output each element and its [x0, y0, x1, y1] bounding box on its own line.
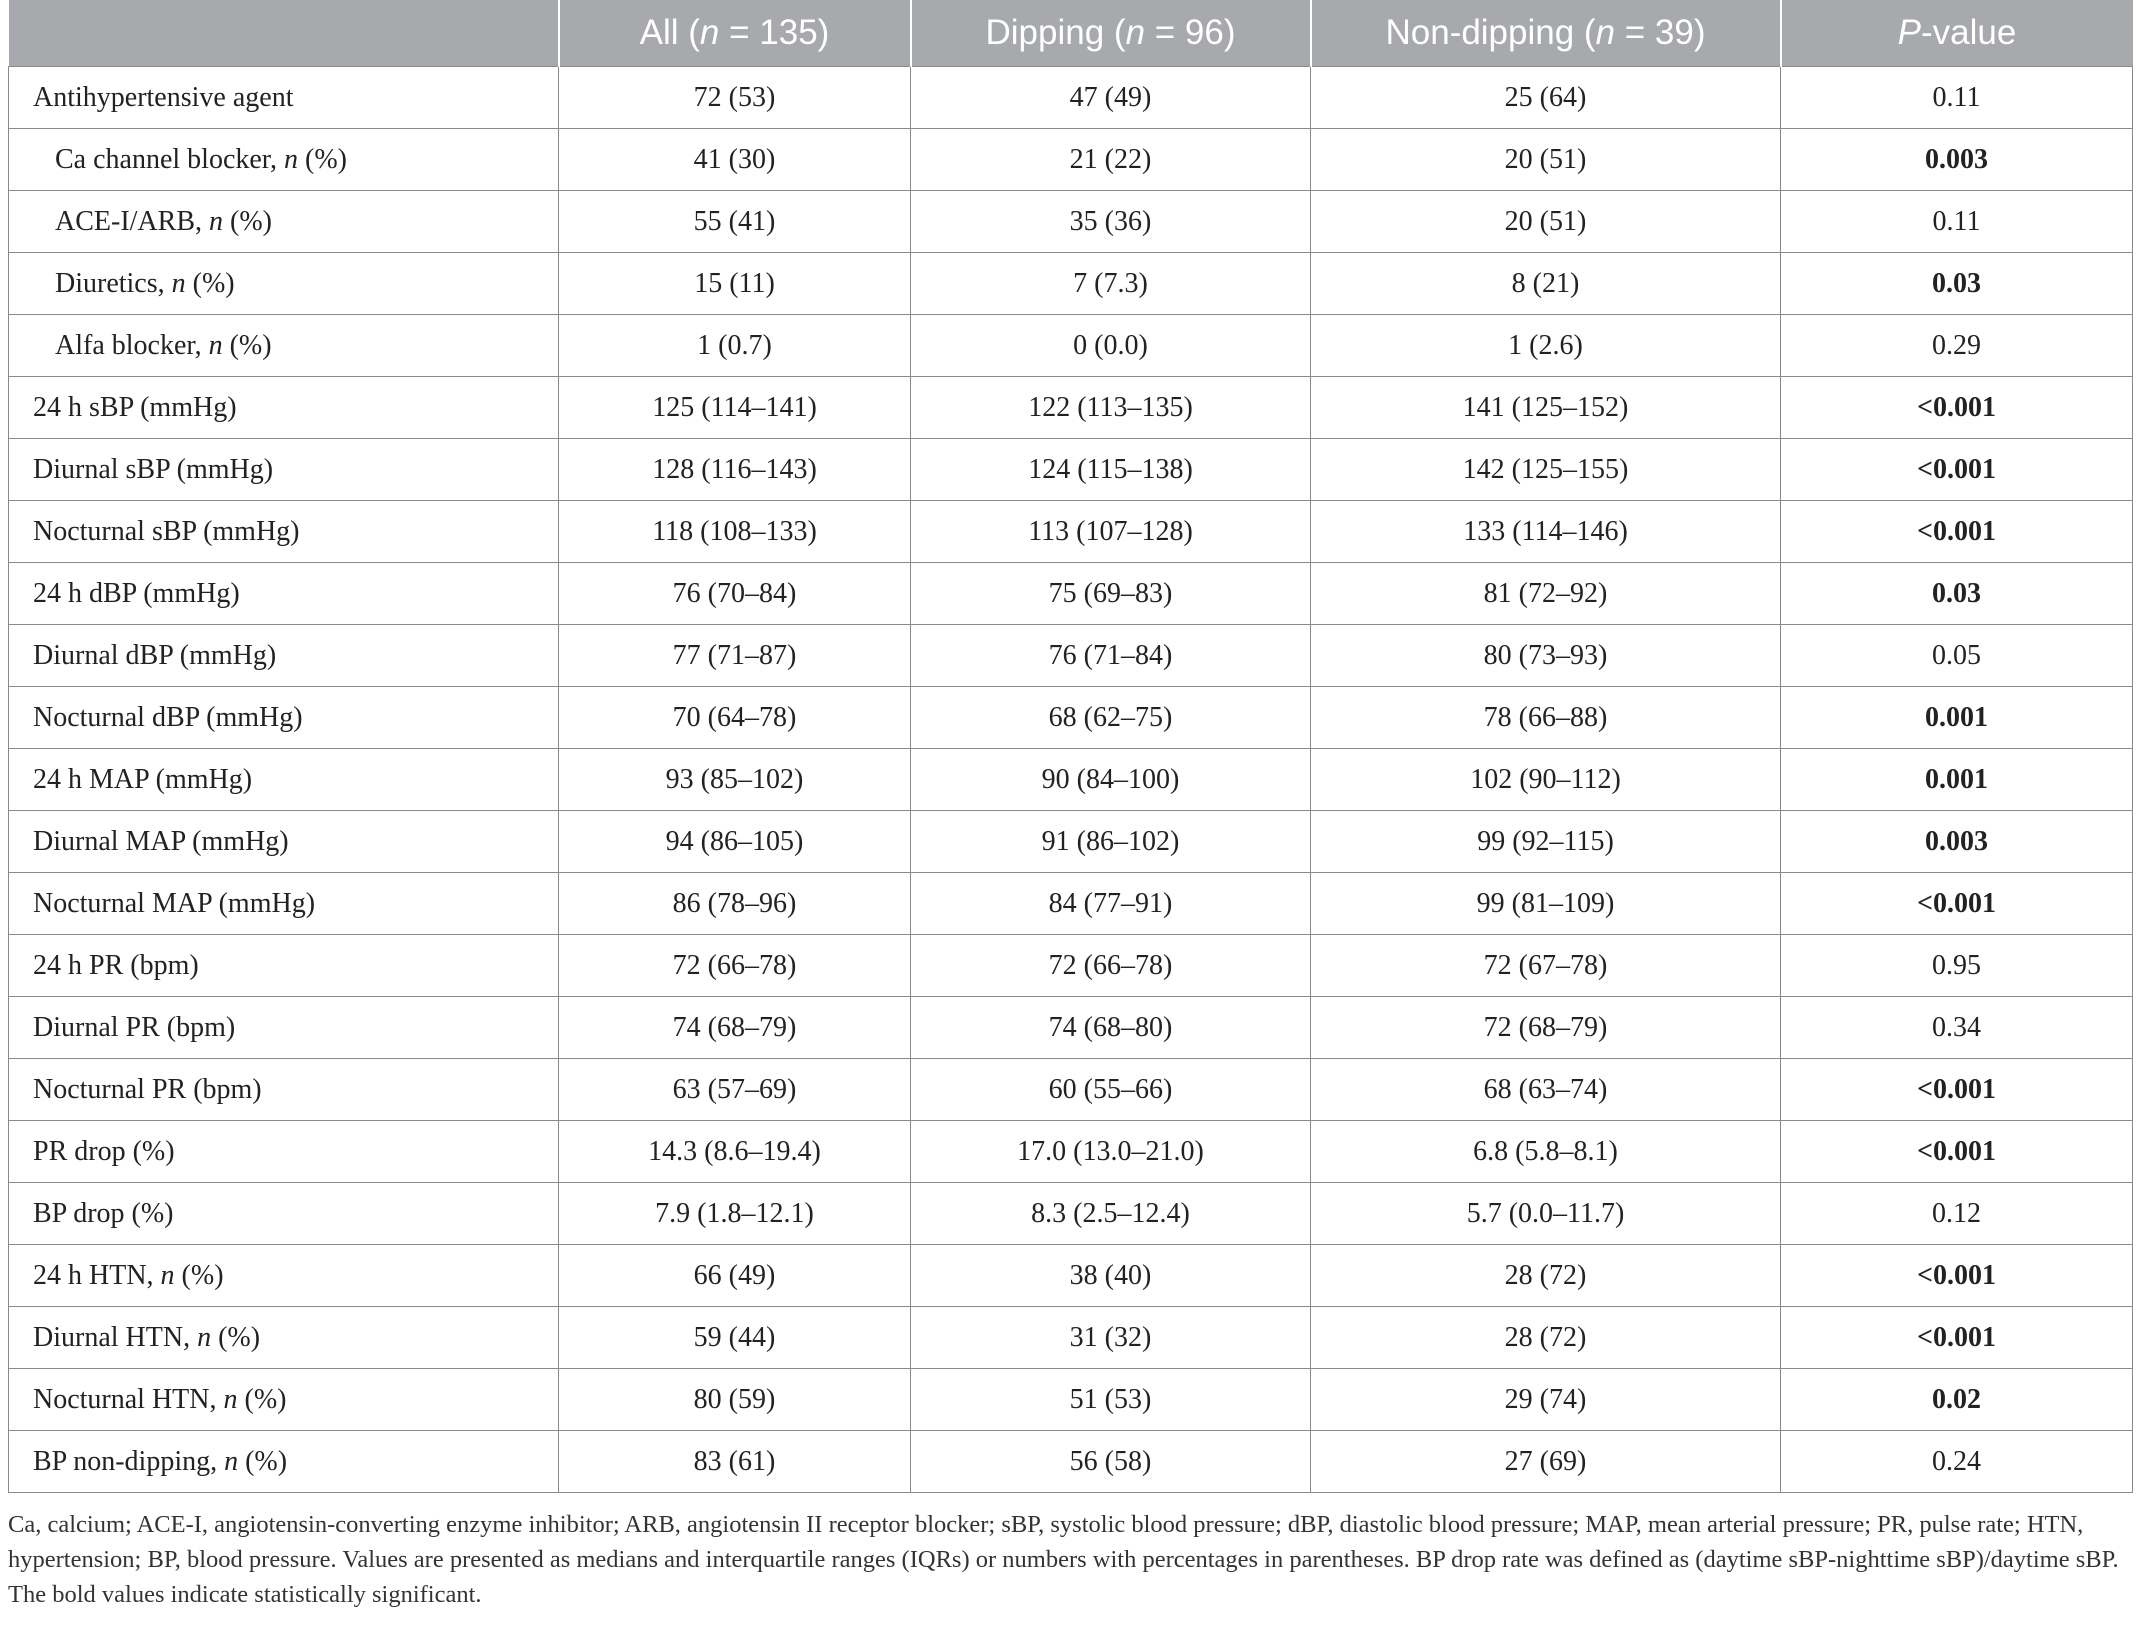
cell-non-dipping: 68 (63–74) [1311, 1059, 1781, 1121]
cell-dipping: 56 (58) [911, 1431, 1311, 1493]
cell-p-value: 0.02 [1781, 1369, 2133, 1431]
header-blank [9, 0, 559, 67]
cell-non-dipping: 99 (81–109) [1311, 873, 1781, 935]
cell-all: 86 (78–96) [559, 873, 911, 935]
row-label: Nocturnal dBP (mmHg) [9, 687, 559, 749]
table-row [9, 129, 2133, 191]
table-row [9, 625, 2133, 687]
cell-all: 1 (0.7) [559, 315, 911, 377]
cell-all: 55 (41) [559, 191, 911, 253]
cell-p-value: 0.34 [1781, 997, 2133, 1059]
table-row [9, 501, 2133, 563]
cell-p-value: <0.001 [1781, 1121, 2133, 1183]
table-row [9, 1059, 2133, 1121]
cell-dipping: 47 (49) [911, 67, 1311, 129]
row-label: BP drop (%) [9, 1183, 559, 1245]
row-label: 24 h MAP (mmHg) [9, 749, 559, 811]
cell-dipping: 38 (40) [911, 1245, 1311, 1307]
cell-p-value: <0.001 [1781, 1059, 2133, 1121]
header-p-value: P-value [1781, 0, 2133, 67]
table-row [9, 1431, 2133, 1493]
table-row [9, 1307, 2133, 1369]
table-row [9, 377, 2133, 439]
table-row [9, 1245, 2133, 1307]
cell-all: 59 (44) [559, 1307, 911, 1369]
cell-all: 7.9 (1.8–12.1) [559, 1183, 911, 1245]
row-label: Antihypertensive agent [9, 67, 559, 129]
cell-non-dipping: 27 (69) [1311, 1431, 1781, 1493]
table-row [9, 439, 2133, 501]
cell-dipping: 84 (77–91) [911, 873, 1311, 935]
row-label: Diurnal PR (bpm) [9, 997, 559, 1059]
row-label: ACE-I/ARB, n (%) [9, 191, 559, 253]
cell-p-value: <0.001 [1781, 501, 2133, 563]
row-label: 24 h HTN, n (%) [9, 1245, 559, 1307]
table-row [9, 749, 2133, 811]
table-header [9, 0, 2133, 67]
cell-dipping: 8.3 (2.5–12.4) [911, 1183, 1311, 1245]
row-label: Alfa blocker, n (%) [9, 315, 559, 377]
row-label: Diurnal dBP (mmHg) [9, 625, 559, 687]
table-container [8, 0, 2132, 1612]
row-label: Diuretics, n (%) [9, 253, 559, 315]
cell-p-value: 0.24 [1781, 1431, 2133, 1493]
table-row [9, 873, 2133, 935]
cell-p-value: 0.03 [1781, 253, 2133, 315]
cell-p-value: 0.003 [1781, 811, 2133, 873]
cell-p-value: <0.001 [1781, 439, 2133, 501]
cell-p-value: <0.001 [1781, 377, 2133, 439]
cell-dipping: 72 (66–78) [911, 935, 1311, 997]
cell-p-value: 0.95 [1781, 935, 2133, 997]
header-non-dipping: Non-dipping (n = 39) [1311, 0, 1781, 67]
cell-all: 70 (64–78) [559, 687, 911, 749]
cell-all: 14.3 (8.6–19.4) [559, 1121, 911, 1183]
cell-non-dipping: 6.8 (5.8–8.1) [1311, 1121, 1781, 1183]
cell-all: 74 (68–79) [559, 997, 911, 1059]
row-label: Diurnal sBP (mmHg) [9, 439, 559, 501]
cell-all: 125 (114–141) [559, 377, 911, 439]
cell-p-value: 0.001 [1781, 749, 2133, 811]
cell-dipping: 124 (115–138) [911, 439, 1311, 501]
cell-non-dipping: 20 (51) [1311, 191, 1781, 253]
cell-dipping: 21 (22) [911, 129, 1311, 191]
cell-p-value: <0.001 [1781, 1245, 2133, 1307]
cell-dipping: 35 (36) [911, 191, 1311, 253]
cell-dipping: 7 (7.3) [911, 253, 1311, 315]
cell-dipping: 75 (69–83) [911, 563, 1311, 625]
row-label: Nocturnal MAP (mmHg) [9, 873, 559, 935]
cell-all: 77 (71–87) [559, 625, 911, 687]
cell-all: 80 (59) [559, 1369, 911, 1431]
cell-p-value: <0.001 [1781, 1307, 2133, 1369]
cell-all: 63 (57–69) [559, 1059, 911, 1121]
header-dipping: Dipping (n = 96) [911, 0, 1311, 67]
cell-non-dipping: 80 (73–93) [1311, 625, 1781, 687]
cell-non-dipping: 78 (66–88) [1311, 687, 1781, 749]
table-row [9, 1121, 2133, 1183]
cell-non-dipping: 8 (21) [1311, 253, 1781, 315]
table-row [9, 315, 2133, 377]
cell-dipping: 90 (84–100) [911, 749, 1311, 811]
cell-all: 118 (108–133) [559, 501, 911, 563]
row-label: Nocturnal HTN, n (%) [9, 1369, 559, 1431]
cell-non-dipping: 1 (2.6) [1311, 315, 1781, 377]
cell-non-dipping: 99 (92–115) [1311, 811, 1781, 873]
header-all: All (n = 135) [559, 0, 911, 67]
cell-non-dipping: 102 (90–112) [1311, 749, 1781, 811]
cell-dipping: 51 (53) [911, 1369, 1311, 1431]
cell-all: 72 (66–78) [559, 935, 911, 997]
table-row [9, 935, 2133, 997]
results-table [8, 0, 2133, 1493]
cell-p-value: 0.003 [1781, 129, 2133, 191]
cell-non-dipping: 28 (72) [1311, 1245, 1781, 1307]
cell-all: 94 (86–105) [559, 811, 911, 873]
table-footnote: Ca, calcium; ACE-I, angiotensin-converting enzyme inhibitor; ARB, angiotensin II receptor blocker; sBP, systolic blood pressure; dBP, diastolic blood pressure; MAP, mean arterial pressure; PR, pulse rate; HTN, hypertension; BP, blood pressure. Values are presented as medians and interquartile ranges (IQRs) or numbers with percentages in parentheses. BP drop rate was defined as (daytime sBP-nighttime sBP)/daytime sBP. The bold values indicate statistically significant. [8, 1511, 2119, 1608]
cell-non-dipping: 133 (114–146) [1311, 501, 1781, 563]
table-row [9, 191, 2133, 253]
cell-p-value: 0.12 [1781, 1183, 2133, 1245]
cell-dipping: 0 (0.0) [911, 315, 1311, 377]
row-label: 24 h sBP (mmHg) [9, 377, 559, 439]
table-row [9, 687, 2133, 749]
cell-dipping: 60 (55–66) [911, 1059, 1311, 1121]
cell-all: 76 (70–84) [559, 563, 911, 625]
cell-all: 83 (61) [559, 1431, 911, 1493]
table-row [9, 1183, 2133, 1245]
table-row [9, 997, 2133, 1059]
header-row [9, 0, 2133, 67]
cell-non-dipping: 25 (64) [1311, 67, 1781, 129]
cell-dipping: 74 (68–80) [911, 997, 1311, 1059]
cell-all: 93 (85–102) [559, 749, 911, 811]
cell-all: 128 (116–143) [559, 439, 911, 501]
cell-non-dipping: 20 (51) [1311, 129, 1781, 191]
row-label: Nocturnal PR (bpm) [9, 1059, 559, 1121]
cell-p-value: 0.11 [1781, 67, 2133, 129]
cell-dipping: 122 (113–135) [911, 377, 1311, 439]
row-label: BP non-dipping, n (%) [9, 1431, 559, 1493]
cell-non-dipping: 81 (72–92) [1311, 563, 1781, 625]
cell-dipping: 113 (107–128) [911, 501, 1311, 563]
cell-dipping: 68 (62–75) [911, 687, 1311, 749]
table-row [9, 67, 2133, 129]
cell-non-dipping: 72 (67–78) [1311, 935, 1781, 997]
cell-p-value: 0.001 [1781, 687, 2133, 749]
cell-non-dipping: 141 (125–152) [1311, 377, 1781, 439]
cell-p-value: 0.03 [1781, 563, 2133, 625]
cell-p-value: 0.11 [1781, 191, 2133, 253]
row-label: Diurnal MAP (mmHg) [9, 811, 559, 873]
cell-p-value: <0.001 [1781, 873, 2133, 935]
cell-dipping: 31 (32) [911, 1307, 1311, 1369]
table-row [9, 811, 2133, 873]
table-row [9, 563, 2133, 625]
cell-all: 66 (49) [559, 1245, 911, 1307]
cell-non-dipping: 29 (74) [1311, 1369, 1781, 1431]
cell-non-dipping: 28 (72) [1311, 1307, 1781, 1369]
row-label: Ca channel blocker, n (%) [9, 129, 559, 191]
row-label: PR drop (%) [9, 1121, 559, 1183]
cell-all: 15 (11) [559, 253, 911, 315]
row-label: 24 h dBP (mmHg) [9, 563, 559, 625]
cell-non-dipping: 5.7 (0.0–11.7) [1311, 1183, 1781, 1245]
row-label: Nocturnal sBP (mmHg) [9, 501, 559, 563]
cell-all: 41 (30) [559, 129, 911, 191]
table-row [9, 253, 2133, 315]
cell-p-value: 0.05 [1781, 625, 2133, 687]
cell-p-value: 0.29 [1781, 315, 2133, 377]
cell-non-dipping: 142 (125–155) [1311, 439, 1781, 501]
table-row [9, 1369, 2133, 1431]
table-body [9, 67, 2133, 1493]
cell-dipping: 76 (71–84) [911, 625, 1311, 687]
cell-all: 72 (53) [559, 67, 911, 129]
cell-dipping: 91 (86–102) [911, 811, 1311, 873]
cell-dipping: 17.0 (13.0–21.0) [911, 1121, 1311, 1183]
row-label: Diurnal HTN, n (%) [9, 1307, 559, 1369]
row-label: 24 h PR (bpm) [9, 935, 559, 997]
cell-non-dipping: 72 (68–79) [1311, 997, 1781, 1059]
